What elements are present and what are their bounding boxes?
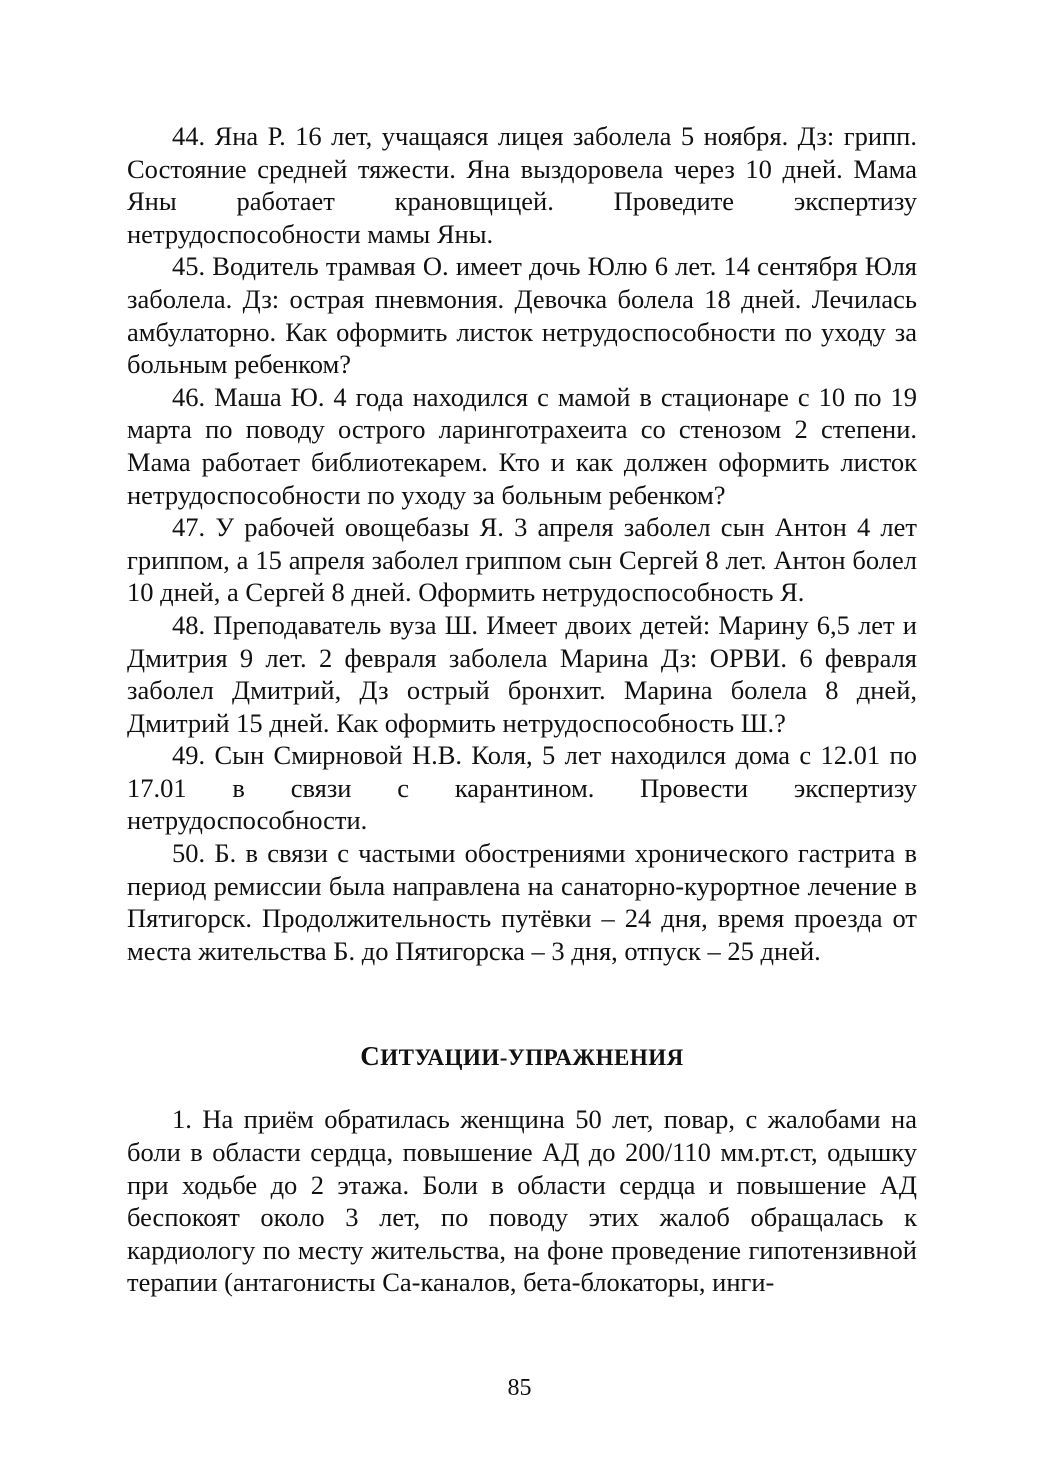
problem-46: 46. Маша Ю. 4 года находился с мамой в стационаре с 10 по 19 марта по поводу острого ларинготрахеита со стенозом 2 степени. Мама работает библиотекарем. Кто и как должен оформить листок нетрудоспособности по уходу за больным ребенком? — [127, 381, 917, 510]
problem-48: 48. Преподаватель вуза Ш. Имеет двоих детей: Марину 6,5 лет и Дмитрия 9 лет. 2 февраля заболела Марина Дз: ОРВИ. 6 февраля заболел Дмитрий, Дз острый бронхит. Марина болела 8 дней, Дмитрий 15 дней. Как оформить нетрудоспособность Ш.? — [127, 609, 917, 738]
problem-45: 45. Водитель трамвая О. имеет дочь Юлю 6 лет. 14 сентября Юля заболела. Дз: острая пневмония. Девочка болела 18 дней. Лечилась амбулаторно. Как оформить листок нетрудоспособности по уходу за больным ребенком? — [127, 251, 917, 380]
section-title — [127, 1041, 917, 1073]
exercise-1: 1. На приём обратилась женщина 50 лет, повар, с жалобами на боли в области сердца, повышение АД до 200/110 мм.рт.ст, одышку при ходьбе до 2 этажа. Боли в области сердца и повышение АД беспокоят около 3 лет, по поводу этих жалоб обращалась к кардиологу по месту жительства, на фоне проведение гипотензивной терапии (антагонисты Са-каналов, бета-блокаторы, инги- — [127, 1104, 917, 1298]
document-page — [127, 120, 917, 1299]
problem-44: 44. Яна Р. 16 лет, учащаяся лицея заболела 5 ноября. Дз: грипп. Состояние средней тяжести. Яна выздоровела через 10 дней. Мама Яны работает крановщицей. Проведите экспертизу нетрудоспособности мамы Яны. — [127, 121, 917, 249]
section-title-rest: ИТУАЦИИ-УПРАЖНЕНИЯ — [380, 1045, 684, 1071]
page-number: 85 — [507, 1375, 532, 1401]
problem-50: 50. Б. в связи с частыми обострениями хронического гастрита в период ремиссии была направлена на санаторно-курортное лечение в Пятигорск. Продолжительность путёвки – 24 дня, время проезда от места жительства Б. до Пятигорска – 3 дня, отпуск – 25 дней. — [127, 838, 917, 966]
problem-47: 47. У рабочей овощебазы Я. 3 апреля заболел сын Антон 4 лет гриппом, а 15 апреля заболел гриппом сын Сергей 8 лет. Антон болел 10 дней, а Сергей 8 дней. Оформить нетрудоспособность Я. — [127, 512, 917, 608]
problem-49: 49. Сын Смирновой Н.В. Коля, 5 лет находился дома с 12.01 по 17.01 в связи с карантином. Провести экспертизу нетрудоспособности. — [127, 740, 917, 836]
section-title-initial: С — [360, 1041, 381, 1072]
